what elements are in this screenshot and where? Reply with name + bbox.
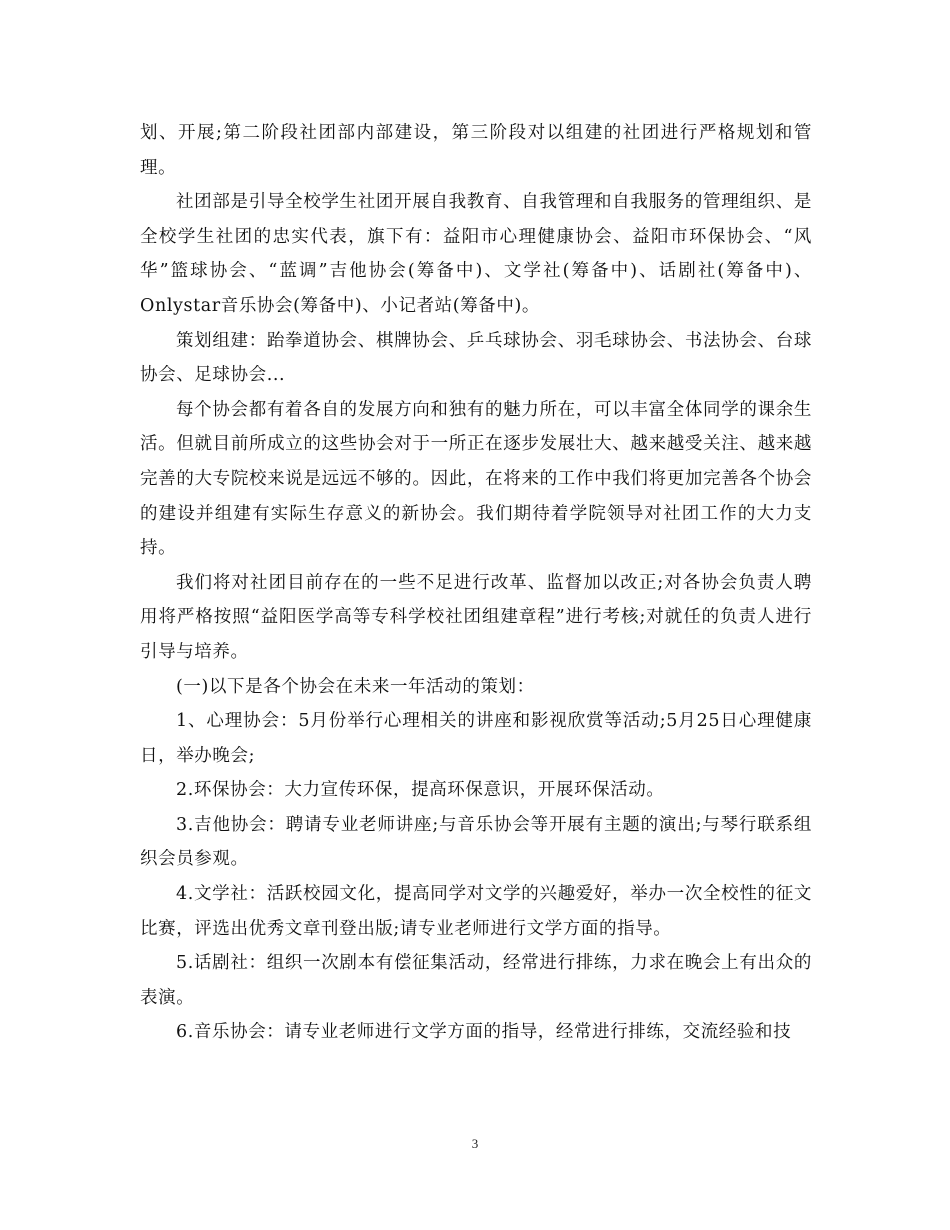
paragraph-club-department: 社团部是引导全校学生社团开展自我教育、自我管理和自我服务的管理组织、是全校学生社团的忠实代表，旗下有：益阳市心理健康协会、益阳市环保协会、“风华”篮球协会、“蓝调”吉他协会(筹备中)、文学社(筹备中)、话剧社(筹备中)、Onlystar音乐协会(筹备中)、小记者站(筹备中)。 (140, 192, 812, 316)
page-number: 3 (471, 1136, 479, 1151)
list-item-music-club: 6.音乐协会：请专业老师进行文学方面的指导，经常进行排练，交流经验和技 (176, 1022, 792, 1043)
list-item-environment-club: 2.环保协会：大力宣传环保，提高环保意识，开展环保活动。 (176, 780, 665, 801)
list-item-guitar-club: 3.吉他协会：聘请专业老师讲座;与音乐协会等开展有主题的演出;与琴行联系组织会员参观。 (140, 814, 812, 870)
paragraph-club-development: 每个协会都有着各自的发展方向和独有的魅力所在，可以丰富全体同学的课余生活。但就目前所成立的这些协会对于一所正在逐步发展壮大、越来越受关注、越来越完善的大专院校来说是远远不够的。因此，在将来的工作中我们将更加完善各个协会的建设并组建有实际生存意义的新协会。我们期待着学院领导对社团工作的大力支持。 (140, 399, 812, 559)
document-body (140, 116, 812, 1050)
section-heading-activity-plan: (一)以下是各个协会在未来一年活动的策划： (176, 676, 535, 697)
paragraph-planned-clubs: 策划组建：跆拳道协会、棋牌协会、乒乓球协会、羽毛球协会、书法协会、台球协会、足球协会... (140, 330, 812, 386)
list-item-drama-club: 5.话剧社：组织一次剧本有偿征集活动，经常进行排练，力求在晚会上有出众的表演。 (140, 953, 812, 1008)
list-item-literature-club: 4.文学社：活跃校园文化，提高同学对文学的兴趣爱好，举办一次全校性的征文比赛，评选出优秀文章刊登出版;请专业老师进行文学方面的指导。 (140, 884, 812, 939)
paragraph-continuation: 划、开展;第二阶段社团部内部建设，第三阶段对以组建的社团进行严格规划和管理。 (140, 123, 812, 178)
list-item-psychology-club: 1、心理协会：5月份举行心理相关的讲座和影视欣赏等活动;5月25日心理健康日，举办晚会; (140, 711, 812, 766)
paragraph-reform: 我们将对社团目前存在的一些不足进行改革、监督加以改正;对各协会负责人聘用将严格按照“益阳医学高等专科学校社团组建章程”进行考核;对就任的负责人进行引导与培养。 (140, 572, 812, 662)
